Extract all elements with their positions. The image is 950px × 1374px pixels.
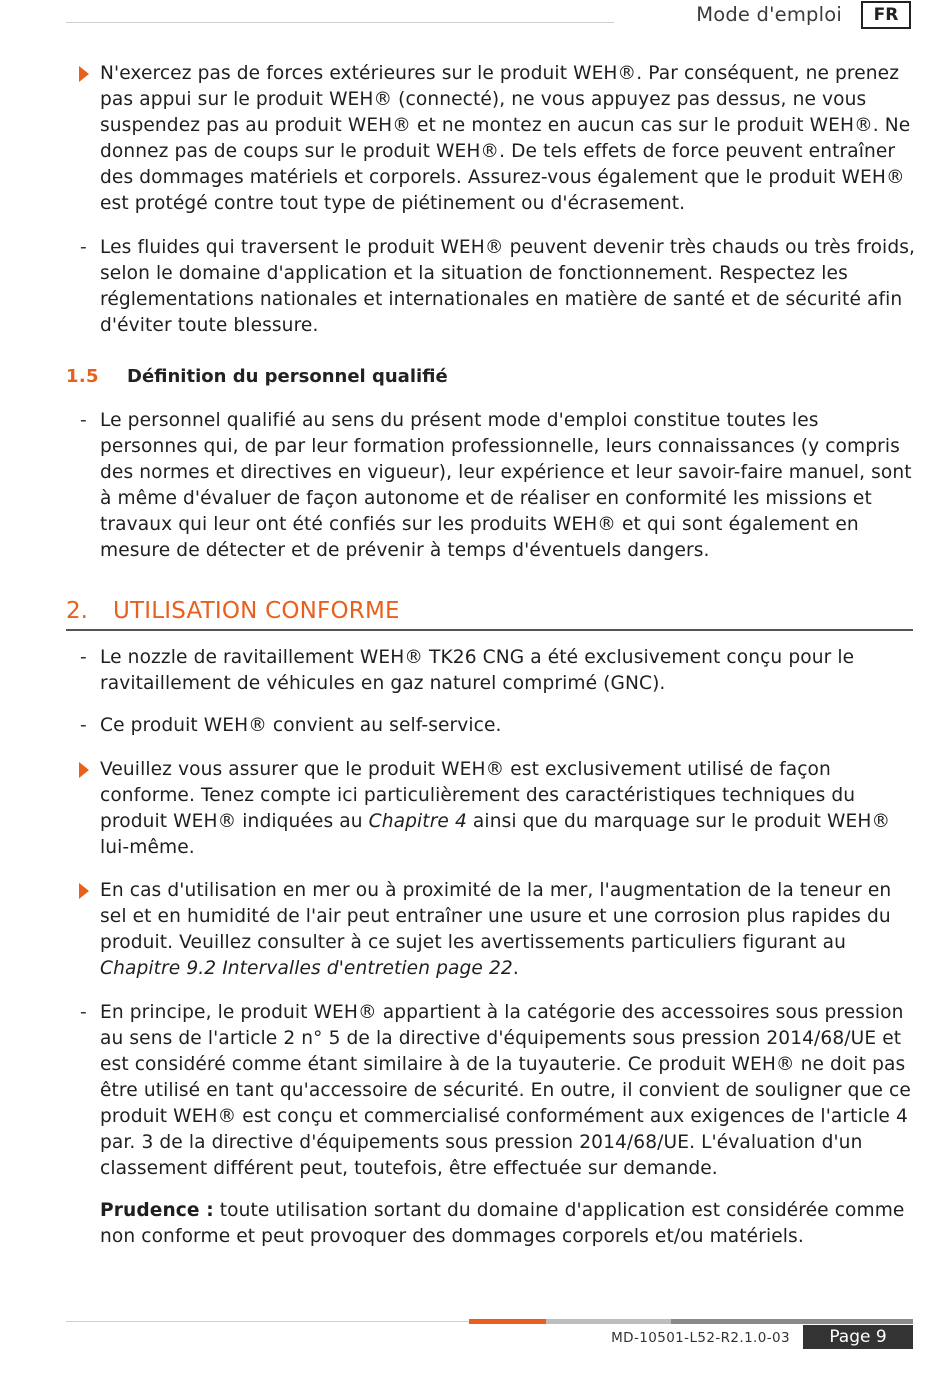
header-rule: [66, 22, 614, 23]
item-text: N'exercez pas de forces extérieures sur le produit WEH®. Par conséquent, ne prenez pas appui sur le produit WEH® (connecté), ne vous appuyez pas dessus, ne vous suspendez pas au produit WEH® et ne montez en aucun cas sur le produit WEH®. Ne donnez pas de coups sur le produit WEH®. De tels effets de force peuvent entraîner des dommages matériels et corporels. Assurez-vous également que le produit WEH® est protégé contre tout type de piétinement ou d'écrasement.: [100, 63, 911, 214]
item-text: En principe, le produit WEH® appartient à la catégorie des accessoires sous pression au sens de l'article 2 n° 5 de la directive d'équipements sous pression 2014/68/UE et est considéré comme étant similaire à de la tuyauterie. Ce produit WEH® ne doit pas être utilisé en tant qu'accessoire de sécurité. En outre, il convient de souligner que ce produit WEH® est conçu et commercialisé conformément aux exigences de l'article 4 par. 3 de la directive d'équipements sous pression 2014/68/UE. L'évaluation d'un classement différent peut, toutefois, être effectuée sur demande.: [100, 1002, 911, 1179]
document-id: MD-10501-L52-R2.1.0-03: [611, 1330, 790, 1346]
list-item: [80, 408, 920, 564]
list-item: [100, 878, 920, 982]
page-number: Page 9: [803, 1325, 913, 1349]
caution-label: Prudence :: [100, 1200, 214, 1221]
chapter-reference: Chapitre 9.2 Intervalles d'entretien page 22: [100, 958, 513, 979]
dash-bullet: -: [80, 715, 87, 736]
dash-bullet: -: [80, 1002, 87, 1023]
list-item: [100, 757, 920, 861]
dash-bullet: -: [80, 647, 87, 668]
caution-note: Prudence : toute utilisation sortant du domaine d'application est considérée comme non conforme et peut provoquer des dommages corporels et/ou matériels.: [100, 1200, 905, 1247]
warning-arrow-icon: [79, 883, 89, 899]
list-item: [80, 713, 920, 739]
item-text: Le nozzle de ravitaillement WEH® TK26 CNG a été exclusivement conçu pour le ravitaillement de véhicules en gaz naturel comprimé (GNC).: [100, 647, 855, 694]
language-badge: FR: [861, 1, 911, 29]
item-text: Veuillez vous assurer que le produit WEH® est exclusivement utilisé de façon conforme. Tenez compte ici particulièrement des caractéristiques techniques du produit WEH® indiquées au Chapitre 4 ainsi que du marquage sur le produit WEH® lui-même.: [100, 759, 891, 858]
item-text: En cas d'utilisation en mer ou à proximité de la mer, l'augmentation de la teneur en sel et en humidité de l'air peut entraîner une usure et une corrosion plus rapides du produit. Veuillez consulter à ce sujet les avertissements particuliers figurant au Chapitre 9.2 Intervalles d'entretien page 22.: [100, 880, 892, 979]
section-rule: [66, 629, 913, 631]
item-text: Ce produit WEH® convient au self-service.: [100, 715, 502, 736]
warning-arrow-icon: [79, 66, 89, 82]
warning-arrow-icon: [79, 762, 89, 778]
section-number: 2.: [66, 598, 88, 624]
dash-bullet: -: [80, 237, 87, 258]
footer-bar-dark: [671, 1319, 913, 1324]
list-item: [100, 61, 920, 217]
section-title: UTILISATION CONFORME: [113, 598, 400, 624]
footer-bar-light: [546, 1319, 671, 1324]
item-text: Le personnel qualifié au sens du présent mode d'emploi constitue toutes les personnes qui, de par leur formation professionnelle, leurs connaissances (y compris des normes et directives en vigueur), leur expérience et leur savoir-faire manuel, sont à même d'évaluer de façon autonome et de réaliser en conformité les missions et travaux qui leur ont été confiés sur les produits WEH® et qui sont également en mesure de détecter et de prévenir à temps d'éventuels dangers.: [100, 410, 912, 561]
list-item: [80, 235, 920, 339]
item-text: Les fluides qui traversent le produit WEH® peuvent devenir très chauds ou très froids, selon le domaine d'application et la situation de fonctionnement. Respectez les réglementations nationales et internationales en matière de santé et de sécurité afin d'éviter toute blessure.: [100, 237, 916, 336]
subsection-number: 1.5: [66, 366, 99, 387]
list-item: [80, 645, 920, 697]
chapter-reference: Chapitre 4: [368, 811, 467, 832]
list-item: [80, 1000, 920, 1250]
dash-bullet: -: [80, 410, 87, 431]
subsection-title: Définition du personnel qualifié: [127, 366, 448, 387]
document-type: Mode d'emploi: [696, 3, 842, 26]
footer-bar-accent: [469, 1319, 546, 1324]
